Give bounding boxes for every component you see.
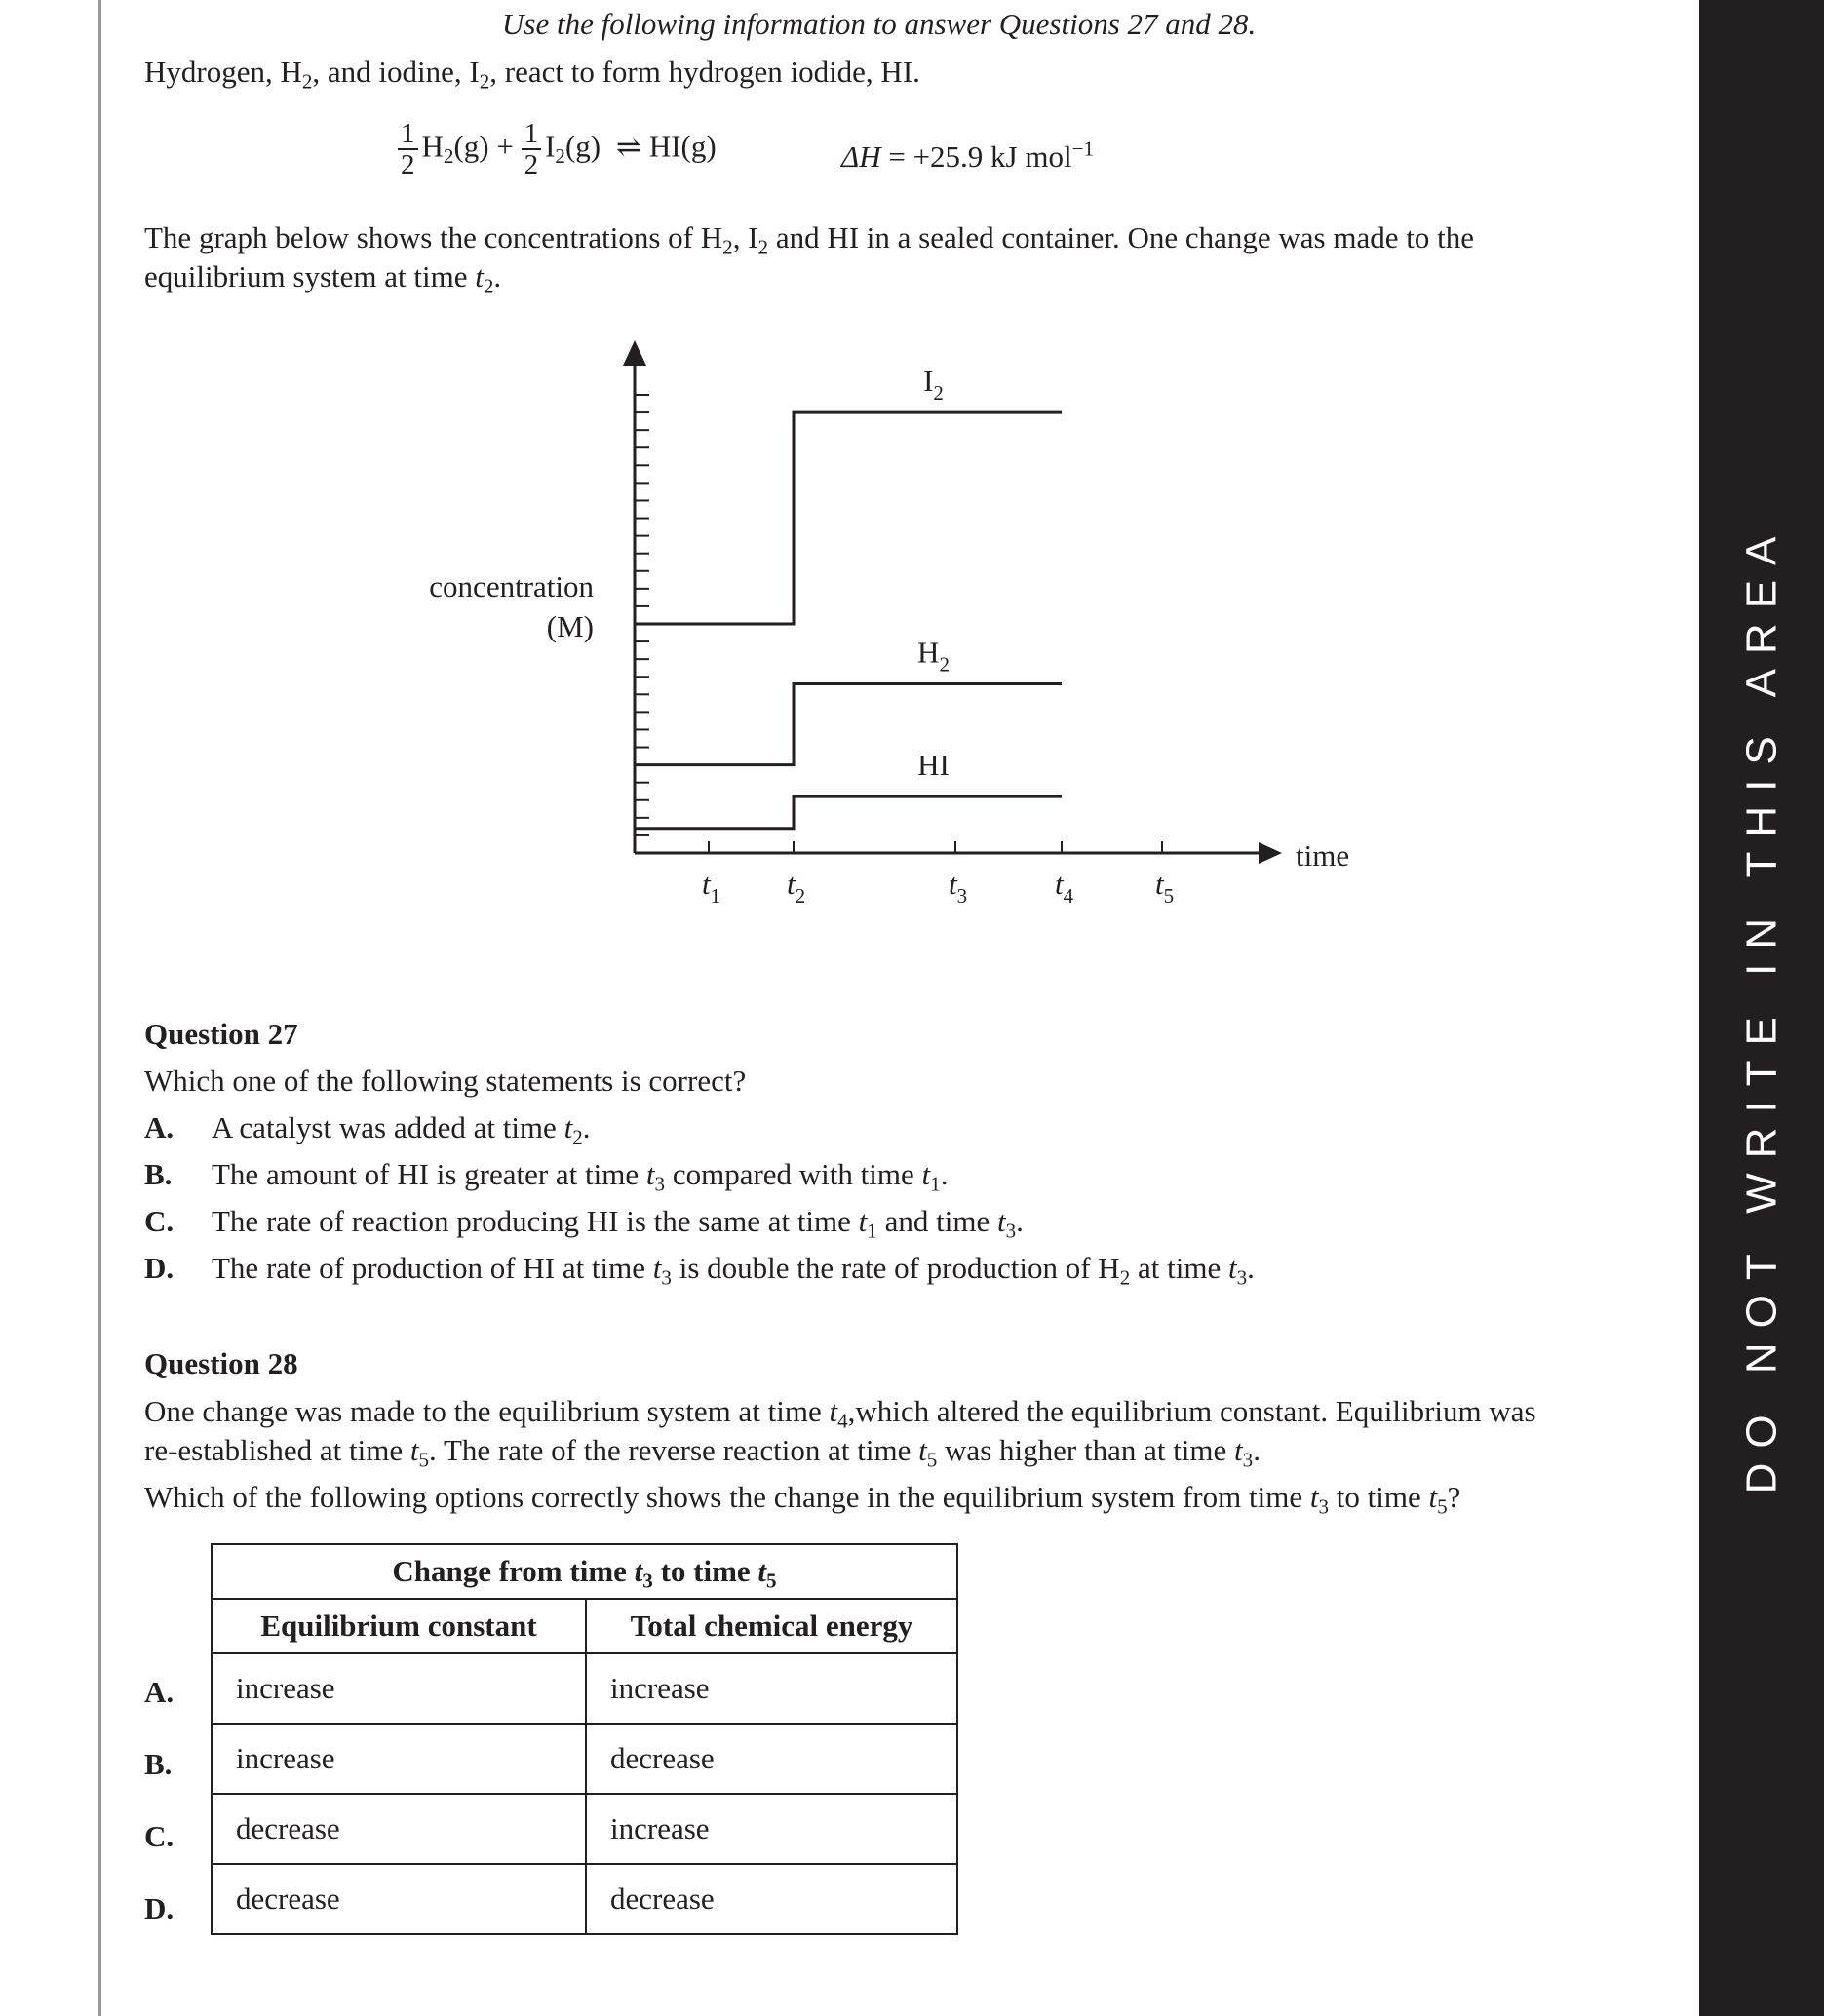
- half-fraction-1: $\frac{1}{2}$: [398, 119, 418, 180]
- y-axis-arrowhead: [623, 340, 646, 366]
- question-28-options-table: [211, 1543, 958, 1935]
- table-row-c[interactable]: [212, 1794, 957, 1864]
- column-header-equilibrium-constant: Equilibrium constant: [212, 1599, 586, 1653]
- question-28-para-line1: One change was made to the equilibrium system at time $t_4,which$ altered the equilibrium constant. Equilibrium was: [144, 1394, 1536, 1433]
- option-letter: C.: [144, 1204, 175, 1238]
- option-text: The rate of production of HI at time $t_3$ is double the rate of production of $H_2$ at time $t_3$.: [212, 1251, 1255, 1290]
- table-row-a[interactable]: [212, 1653, 957, 1724]
- table-cell: increase: [586, 1794, 957, 1864]
- x-tick-label: $t_5$: [1155, 867, 1175, 908]
- question-28-title: Question 28: [144, 1346, 298, 1380]
- table-cell: increase: [212, 1653, 586, 1724]
- table-cell: decrease: [586, 1724, 957, 1794]
- enthalpy-change: ΔH = +25.9 kJ mol$^{-1}$: [841, 136, 1095, 174]
- x-axis-label: time: [1296, 838, 1350, 872]
- table-row-b[interactable]: [212, 1724, 957, 1794]
- option-text: The amount of HI is greater at time $t_3$ compared with time $t_1$.: [212, 1157, 949, 1196]
- question-28-stem: Which of the following options correctly shows the change in the equilibrium system from time $t_3$ to time $t_5$?: [144, 1480, 1461, 1519]
- column-header-total-chemical-energy: Total chemical energy: [586, 1599, 957, 1653]
- question-27-title: Question 27: [144, 1017, 298, 1051]
- x-tick-label: $t_4$: [1055, 867, 1074, 908]
- graph-intro-line1: The graph below shows the concentrations of $H_2$, $I_2$ and HI in a sealed container. One change was made to the: [144, 220, 1474, 259]
- intro-statement: Hydrogen, $H_2$, and iodine, $I_2$, react to form hydrogen iodide, HI.: [144, 55, 920, 94]
- series-line-hi: [635, 796, 1062, 829]
- x-tick-label: $t_1$: [702, 867, 721, 908]
- table-cell: increase: [212, 1724, 586, 1794]
- series-line-h: [635, 683, 1062, 764]
- y-axis-label-line2: (M): [546, 609, 594, 643]
- series-line-i: [635, 412, 1062, 624]
- half-fraction-2: $\frac{1}{2}$: [522, 119, 542, 180]
- do-not-write-label: DO NOT WRITE IN THIS AREA: [1737, 522, 1786, 1494]
- table-cell: decrease: [212, 1864, 586, 1934]
- option-letter: B.: [144, 1157, 173, 1191]
- x-tick-label: $t_2$: [787, 867, 806, 908]
- row-letter-d: D.: [144, 1891, 175, 1925]
- y-axis-label-line1: concentration: [429, 569, 594, 603]
- series-label: $I_2$: [923, 364, 944, 406]
- x-tick-label: $t_3$: [949, 867, 968, 908]
- equilibrium-arrow: ⇌: [615, 129, 641, 164]
- option-text: A catalyst was added at time $t_2$.: [212, 1110, 591, 1149]
- option-text: The rate of reaction producing HI is the same at time $t_1$ and time $t_3$.: [212, 1204, 1024, 1243]
- graph-intro-line2: equilibrium system at time $t_2$.: [144, 259, 502, 298]
- series-label: HI: [917, 748, 950, 783]
- table-cell: decrease: [586, 1864, 957, 1934]
- x-axis-arrowhead: [1259, 842, 1282, 864]
- option-letter: D.: [144, 1251, 175, 1285]
- option-letter: A.: [144, 1110, 175, 1144]
- question-28-para-line2: re-established at time $t_5$. The rate of the reverse reaction at time $t_5$ was higher than at time $t_3$.: [144, 1433, 1261, 1472]
- table-cell: decrease: [212, 1794, 586, 1864]
- table-main-header: Change from time $t_3$ to time $t_5$: [212, 1544, 957, 1599]
- series-label: $H_2$: [917, 635, 950, 677]
- table-row-d[interactable]: [212, 1864, 957, 1934]
- intro-instruction: Use the following information to answer Questions 27 and 28.: [502, 7, 1257, 41]
- reaction-equation: $\frac{1}{2}$ $H_2(g)$ + $\frac{1}{2}$ $I_2(g)$ ⇌ HI(g): [398, 119, 717, 180]
- row-letter-c: C.: [144, 1819, 175, 1853]
- row-letter-a: A.: [144, 1675, 175, 1709]
- question-27-stem: Which one of the following statements is correct?: [144, 1064, 747, 1098]
- row-letter-b: B.: [144, 1747, 173, 1781]
- table-cell: increase: [586, 1653, 957, 1724]
